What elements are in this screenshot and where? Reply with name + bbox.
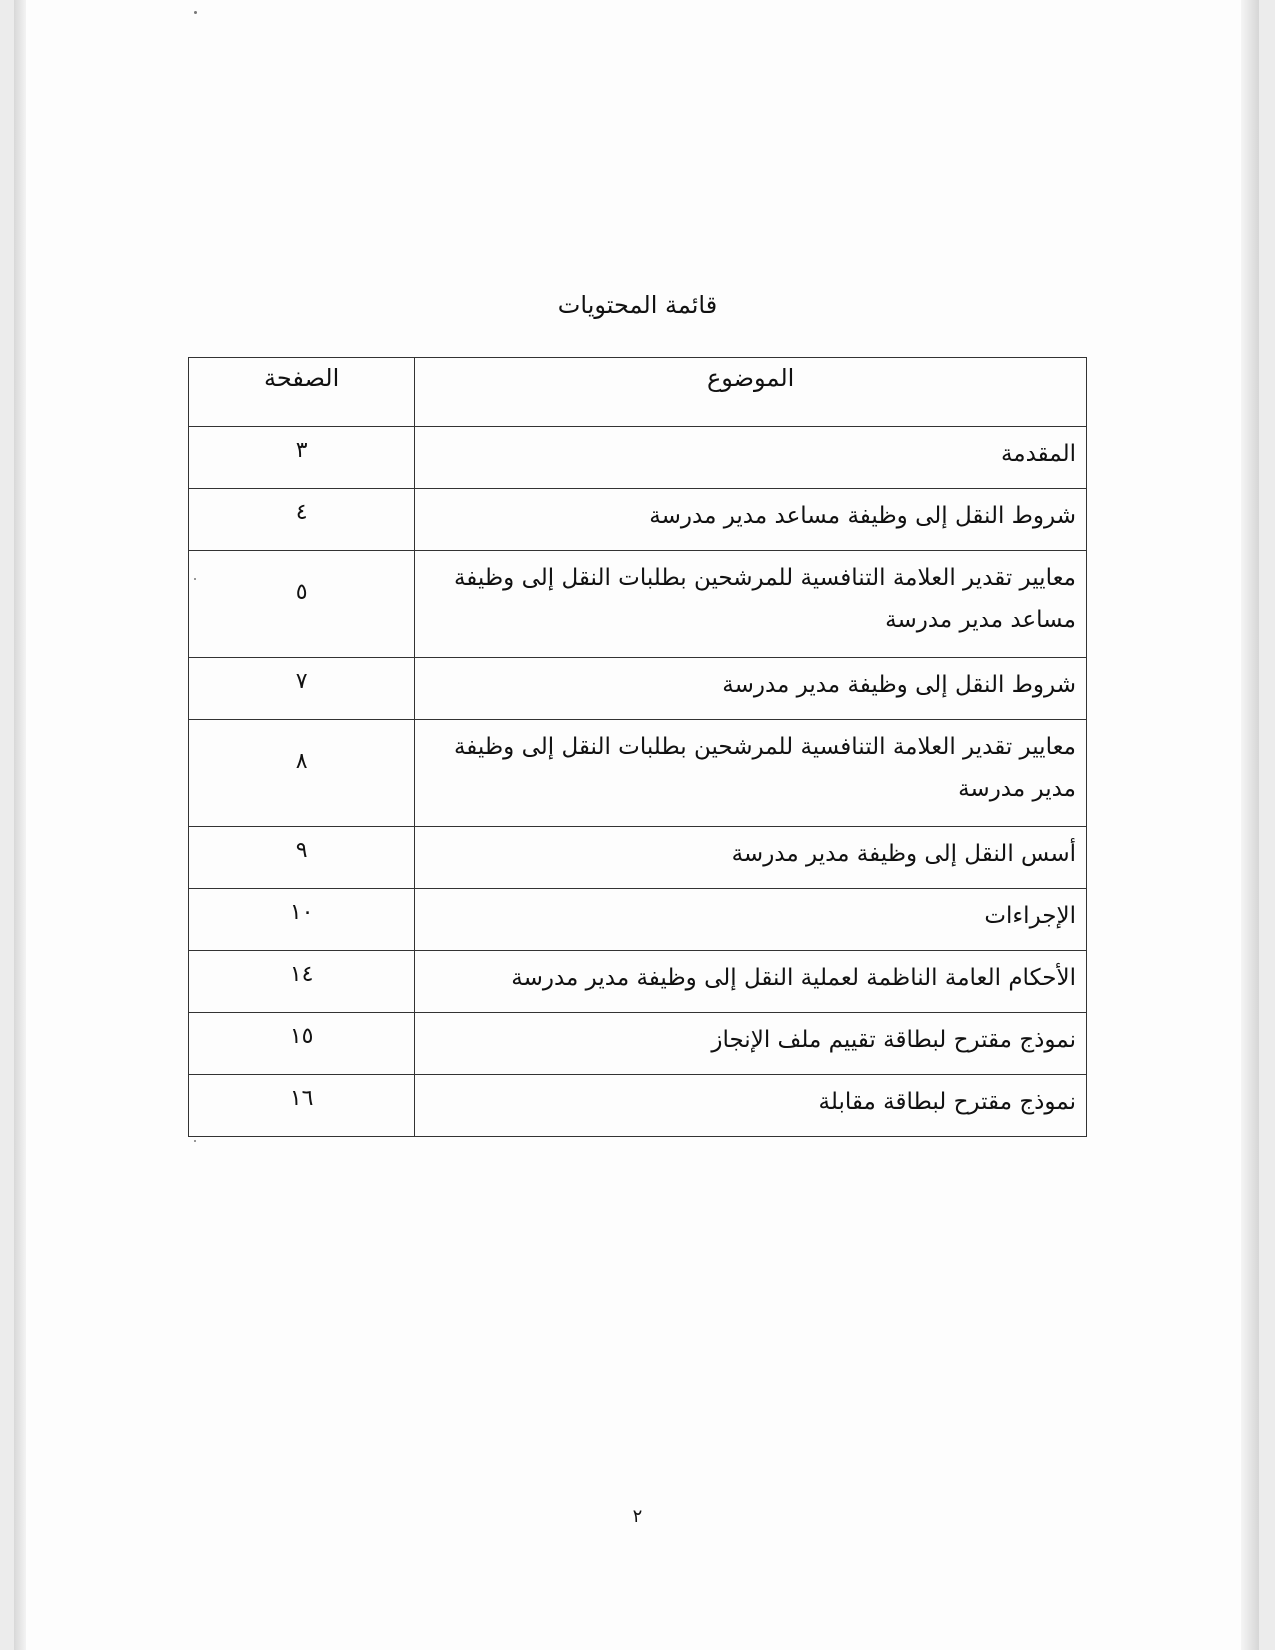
table-row — [189, 658, 1087, 720]
page-cell: ١٥ — [189, 1013, 415, 1075]
page-cell: ٩ — [189, 827, 415, 889]
table-row — [189, 489, 1087, 551]
topic-cell: الأحكام العامة الناظمة لعملية النقل إلى وظيفة مدير مدرسة — [415, 951, 1087, 1013]
topic-cell: شروط النقل إلى وظيفة مساعد مدير مدرسة — [415, 489, 1087, 551]
topic-cell: شروط النقل إلى وظيفة مدير مدرسة — [415, 658, 1087, 720]
topic-cell: معايير تقدير العلامة التنافسية للمرشحين بطلبات النقل إلى وظيفة مدير مدرسة — [415, 720, 1087, 827]
page-cell: ٤ — [189, 489, 415, 551]
table-header-row — [189, 358, 1087, 427]
table-row — [189, 720, 1087, 827]
scan-left-edge — [14, 0, 26, 1650]
scan-right-edge — [1241, 0, 1259, 1650]
page-cell: ٧ — [189, 658, 415, 720]
page-title: قائمة المحتويات — [557, 291, 718, 319]
table-row — [189, 951, 1087, 1013]
page-cell: ١٠ — [189, 889, 415, 951]
topic-cell: نموذج مقترح لبطاقة تقييم ملف الإنجاز — [415, 1013, 1087, 1075]
page-cell: ١٦ — [189, 1075, 415, 1137]
table-row — [189, 889, 1087, 951]
scan-speck — [194, 11, 197, 14]
table-row — [189, 1075, 1087, 1137]
scan-speck — [194, 1140, 196, 1142]
table-row — [189, 551, 1087, 658]
page-cell: ٥ — [189, 551, 415, 658]
topic-cell: نموذج مقترح لبطاقة مقابلة — [415, 1075, 1087, 1137]
table-row — [189, 427, 1087, 489]
table-of-contents — [188, 357, 1087, 1137]
topic-cell: أسس النقل إلى وظيفة مدير مدرسة — [415, 827, 1087, 889]
page-column-header: الصفحة — [189, 358, 415, 427]
topic-cell: المقدمة — [415, 427, 1087, 489]
page-number: ٢ — [632, 1506, 643, 1527]
page-cell: ٨ — [189, 720, 415, 827]
topic-column-header: الموضوع — [415, 358, 1087, 427]
page-cell: ١٤ — [189, 951, 415, 1013]
topic-cell: معايير تقدير العلامة التنافسية للمرشحين بطلبات النقل إلى وظيفة مساعد مدير مدرسة — [415, 551, 1087, 658]
table-row — [189, 1013, 1087, 1075]
page-cell: ٣ — [189, 427, 415, 489]
table-row — [189, 827, 1087, 889]
topic-cell: الإجراءات — [415, 889, 1087, 951]
